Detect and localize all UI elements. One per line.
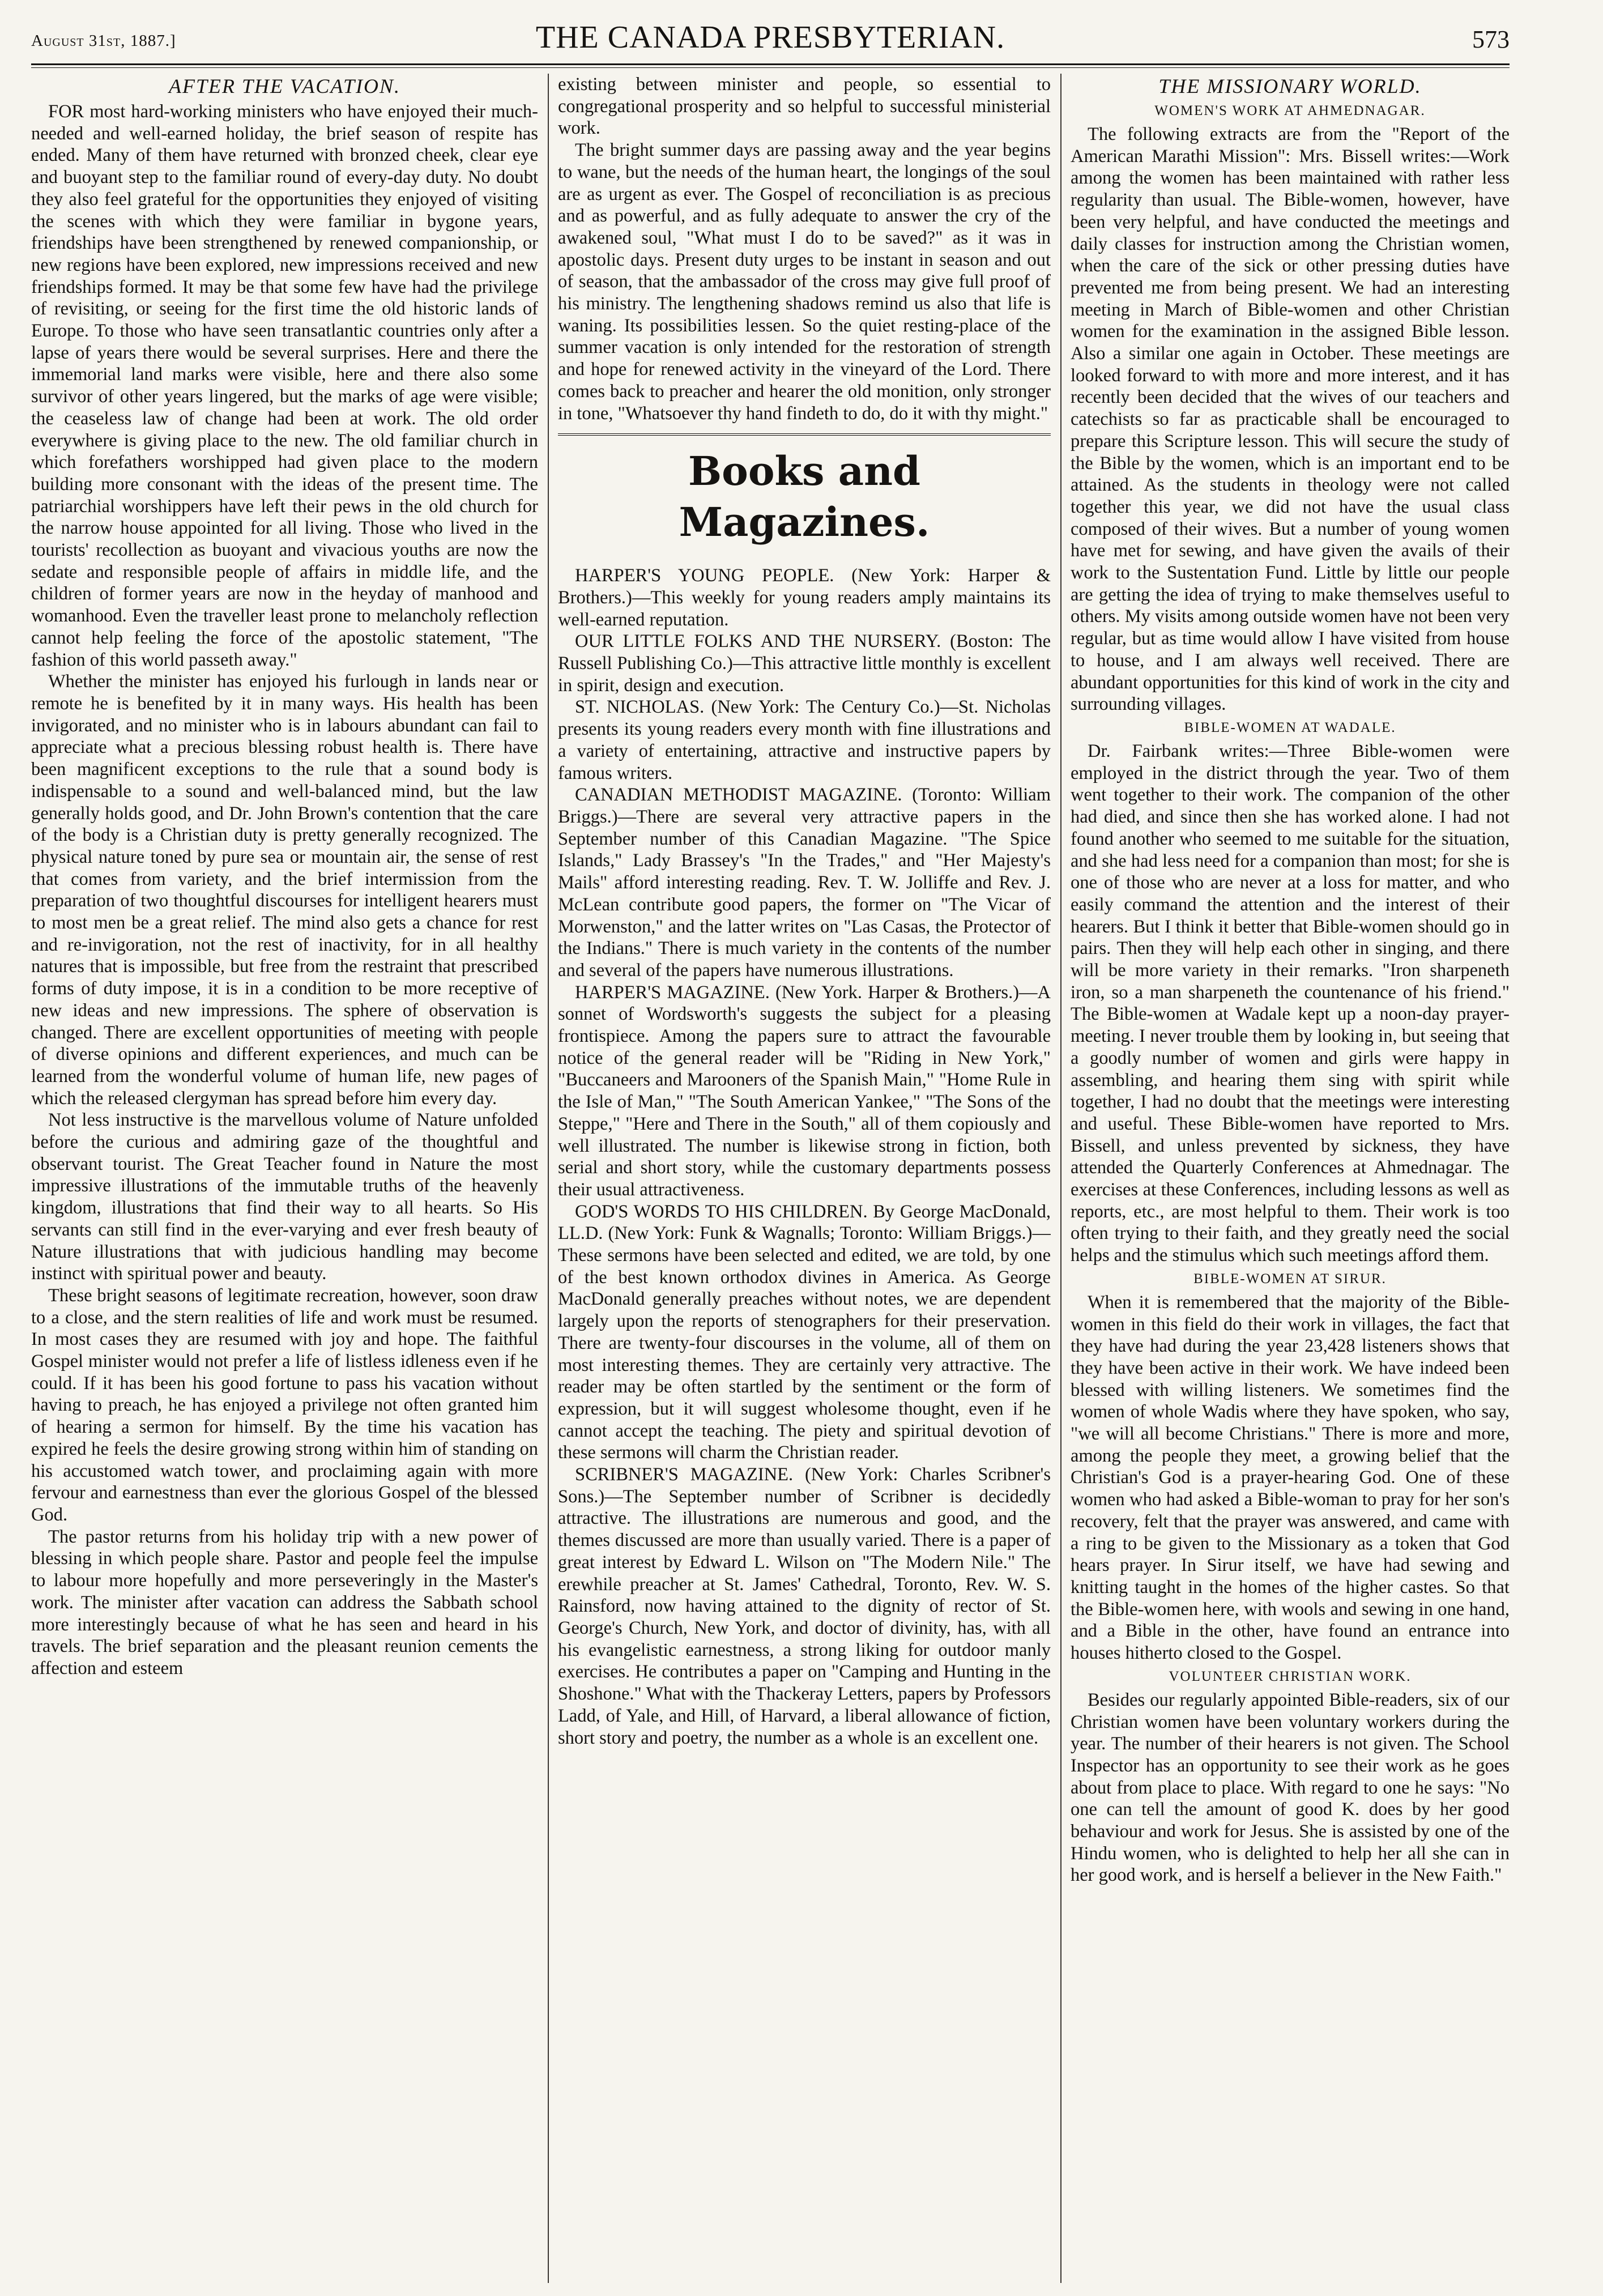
review-entry: SCRIBNER'S MAGAZINE. (New York: Charles Scribner's Sons.)—The September number of Scribner is decidedly attractive. The illustrations are numerous and good, and the themes discussed are more than usually varied. There is a paper of great interest by Edward L. Wilson on "The Modern Nile." The erewhile preacher at St. James' Cathedral, Toronto, Rev. W. S. Rainsford, now having attained to the dignity of rector of St. George's Church, New York, and doctor of divinity, has, with all his evangelistic earnestness, a strong liking for outdoor manly exercises. He contributes a paper on "Camping and Hunting in the Shoshone." What with the Thackeray Letters, papers by Professors Ladd, of Yale, and Hill, of Harvard, a liberal allowance of fiction, short story and poetry, the number as a whole is an excellent one. bbox=[558, 1464, 1051, 1748]
publication-title: THE CANADA PRESBYTERIAN. bbox=[535, 20, 1005, 55]
column-right bbox=[1071, 74, 1510, 2283]
subheading: VOLUNTEER CHRISTIAN WORK. bbox=[1169, 1668, 1412, 1684]
masthead-rule bbox=[31, 63, 1510, 65]
article-paragraph: The following extracts are from the "Report of the American Marathi Mission": Mrs. Bissell writes:—Work among the women has been maintained with rather less regularity than usual. The Bible-women, however, have been very helpful, and have conducted the meetings and daily classes for instruction among the Christian women, when the care of the sick or other pressing duties have prevented me from being present. We had an interesting meeting in March of Bible-women and other Christian women for the examination in the assigned Bible lesson. Also a similar one again in October. These meetings are looked forward to with more and more interest, and it has recently been decided that the wives of our teachers and catechists so far as practicable shall be encouraged to prepare this Scripture lesson. This will secure the study of the Bible by the women, which is an important end to be attained. As the students in theology were not called together this year, we did not have the usual class composed of their wives. But a number of young women have met for sewing, and have given the avails of their work to the Sustentation Fund. Little by little our people are getting the idea of trying to make themselves useful to others. My visits among outside women have not been very regular, but as time would allow I have visited from house to house, and I am always well received. There are abundant opportunities for this kind of work in the city and surrounding villages. bbox=[1071, 124, 1510, 715]
page-number: 573 bbox=[1472, 25, 1510, 53]
review-entry: HARPER'S MAGAZINE. (New York. Harper & Brothers.)—A sonnet of Wordsworth's suggests the subject for a pleasing frontispiece. Among the papers sure to attract the favourable notice of the general reader will be "Riding in New York," "Buccaneers and Marooners of the Spanish Main," "Home Rule in the Isle of Man," "The South American Yankee," "The Sons of the Steppe," "Here and There in the South," all of them copiously and well illustrated. The number is likewise strong in fiction, both serial and short story, while the customary departments possess their usual attractiveness. bbox=[558, 982, 1051, 1200]
subheading: BIBLE-WOMEN AT WADALE. bbox=[1184, 719, 1396, 735]
issue-date: August 31st, 1887.] bbox=[31, 32, 176, 50]
masthead-rule-thin bbox=[31, 67, 1510, 68]
article-paragraph: When it is remembered that the majority of the Bible-women in this field do their work in villages, the fact that they have had during the year 23,428 listeners shows that they have been active in their work. We have indeed been blessed with willing listeners. We sometimes find the women of whole Wadis where they have spoken, who say, "we will all become Christians." There is more and more, among the people they meet, a growing belief that the Christian's God is a prayer-hearing God. One of these women who had asked a Bible-woman to pray for her son's recovery, felt that the prayer was answered, and came with a ring to be given to the Missionary as a token that God hears prayer. In Sirur itself, we have had sewing and knitting taught in the homes of the higher castes. So that the Bible-women here, with wools and sewing in one hand, and a Bible in the other, have found an entrance into houses hitherto closed to the Gospel. bbox=[1071, 1292, 1510, 1664]
section-heading-books: Books and Magazines. bbox=[558, 433, 1051, 548]
subheading: BIBLE-WOMEN AT SIRUR. bbox=[1193, 1271, 1387, 1287]
column-middle bbox=[558, 74, 1051, 2283]
review-entry: ST. NICHOLAS. (New York: The Century Co.)—St. Nicholas presents its young readers every month with fine illustrations and a variety of entertaining, attractive and instructive papers by famous writers. bbox=[558, 697, 1051, 783]
review-entry: HARPER'S YOUNG PEOPLE. (New York: Harper & Brothers.)—This weekly for young readers amply maintains its well-earned reputation. bbox=[558, 565, 1051, 630]
column-divider-2 bbox=[1060, 74, 1061, 2283]
article-heading: AFTER THE VACATION. bbox=[169, 75, 400, 97]
column-divider-1 bbox=[548, 74, 549, 2283]
article-paragraph: Besides our regularly appointed Bible-readers, six of our Christian women have been voluntary workers during the year. The number of their hearers is not given. The School Inspector has an opportunity to see their work as he goes about from place to place. With regard to one he says: "No one can tell the amount of good K. does by her good behaviour and work for Jesus. She is assisted by one of the Hindu women, who is delighted to help her all she can in her good work, and is herself a believer in the New Faith." bbox=[1071, 1689, 1510, 1886]
subheading: WOMEN'S WORK AT AHMEDNAGAR. bbox=[1154, 103, 1426, 118]
section-heading-missionary: THE MISSIONARY WORLD. bbox=[1158, 75, 1422, 97]
column-left bbox=[31, 74, 538, 2283]
article-paragraph: FOR most hard-working ministers who have enjoyed their much-needed and well-earned holiday, the brief season of respite has ended. Many of them have returned with bronzed cheek, clear eye and buoyant step to the familiar round of every-day duty. No doubt they also feel grateful for the opportunities they enjoyed of visiting the scenes with which they were familiar in bygone years, friendships have been strengthened by renewed companionship, or new regions have been explored, new impressions received and new friendships formed. It may be that some few have had the privilege of revisiting, or seeing for the first time the old historic lands of Europe. To those who have seen transatlantic countries only after a lapse of years there would be several surprises. Here and there the immemorial land marks were visible, here and there also some survivor of other years lingered, but the marks of age were visible; the ceaseless law of change had been at work. The old order everywhere is giving place to the new. The old familiar church in which forefathers worshipped had given place to the modern building more consonant with the ideas of the present time. The patriarchial worshippers have left their pews in the old church for the narrow house appointed for all living. Those who lived in the tourists' recollection as buoyant and vivacious youths are now the sedate and responsible people of affairs in middle life, and the children of former years are now in the heyday of manhood and womanhood. Even the traveller least prone to melancholy reflection cannot help feeling the force of the apostolic statement, "The fashion of this world passeth away." bbox=[31, 101, 538, 670]
article-paragraph: Dr. Fairbank writes:—Three Bible-women were employed in the district through the year. Two of them went together to their work. The companion of the other had died, and since then she has worked alone. I had not found another who seemed to me suitable for the situation, and she had less need for a companion than most; for she is one of those who are never at a loss for matter, and who easily command the attention and the interest of their hearers. But I think it better that Bible-women should go in pairs. Then they will help each other in singing, and there will be more variety in their remarks. "Iron sharpeneth iron, so a man sharpeneth the countenance of his friend." The Bible-women at Wadale kept up a noon-day prayer-meeting. I never trouble them by looking in, but seeing that a goodly number of women and girls were happy in assembling, and hearing them sing with spirit while together, I had no doubt that the meetings were interesting and useful. These Bible-women have reported to Mrs. Bissell, and unless prevented by sickness, they have attended the Quarterly Conferences at Ahmednagar. The exercises at these Conferences, including lessons as well as reports, etc., are most helpful to them. Their work is too often trying to their faith, and they greatly need the social helps and the stimulus which such meetings afford them. bbox=[1071, 740, 1510, 1266]
article-paragraph: Not less instructive is the marvellous volume of Nature unfolded before the curious and admiring gaze of the thoughtful and observant tourist. The Great Teacher found in Nature the most impressive illustrations of the immutable truths of the heavenly kingdom, illustrations that find their way to all hearts. So His servants can still find in the ever-varying and ever fresh beauty of Nature illustrations that with judicious handling may become instinct with spiritual power and beauty. bbox=[31, 1110, 538, 1284]
article-paragraph: The pastor returns from his holiday trip with a new power of blessing in which people share. Pastor and people feel the impulse to labour more hopefully and more perseveringly in the Master's work. The minister after vacation can address the Sabbath school more interestingly because of what he has seen and heard in his travels. The brief separation and the pleasant reunion cements the affection and esteem bbox=[31, 1526, 538, 1679]
article-paragraph-continued: existing between minister and people, so essential to congregational prosperity and so helpful to successful ministerial work. bbox=[558, 74, 1051, 139]
masthead bbox=[31, 17, 1510, 62]
article-paragraph: The bright summer days are passing away and the year begins to wane, but the needs of the human heart, the longings of the soul are as urgent as ever. The Gospel of reconciliation is as precious and as powerful, and as fully adequate to answer the cry of the awakened soul, "What must I do to be saved?" as it was in apostolic days. Present duty urges to be instant in season and out of season, that the ambassador of the cross may give full proof of his ministry. The lengthening shadows remind us also that life is waning. Its possibilities lessen. So the quiet resting-place of the summer vacation is only intended for the restoration of strength and hope for renewed activity in the vineyard of the Lord. There comes back to preacher and hearer the old monition, only stronger in tone, "Whatsoever thy hand findeth to do, do it with thy might." bbox=[558, 140, 1051, 424]
review-entry: OUR LITTLE FOLKS AND THE NURSERY. (Boston: The Russell Publishing Co.)—This attractive little monthly is excellent in spirit, design and execution. bbox=[558, 631, 1051, 696]
article-paragraph: Whether the minister has enjoyed his furlough in lands near or remote he is benefited by it in many ways. His health has been invigorated, and no minister who is in labours abundant can fail to appreciate what a precious blessing robust health is. There have been magnificent exceptions to the rule that a sound body is indispensable to a sound and well-balanced mind, but the law generally holds good, and Dr. John Brown's contention that the care of the body is a Christian duty is pretty generally recognized. The physical nature toned by pure sea or mountain air, the sense of rest that comes from variety, and the brief intermission from the preparation of two thoughtful discourses for intelligent hearers must to most men be a great relief. The mind also gets a chance for rest and re-invigoration, not the rest of inactivity, for in all healthy natures that is impossible, but free from the restraint that prescribed forms of duty impose, it is in a condition to be more receptive of new ideas and new impressions. The sphere of observation is changed. There are excellent opportunities of meeting with people of diverse opinions and different experiences, and much can be learned from the wonderful volume of human life, new pages of which the released clergyman has spread before him every day. bbox=[31, 671, 538, 1109]
review-entry: GOD'S WORDS TO HIS CHILDREN. By George MacDonald, LL.D. (New York: Funk & Wagnalls; Toronto: William Briggs.)—These sermons have been selected and edited, we are told, by one of the best known orthodox divines in America. As George MacDonald generally preaches without notes, we are dependent largely upon the reports of stenographers for their preservation. There are twenty-four discourses in the volume, all of them on most interesting themes. They are certainly very attractive. The reader may be often startled by the sentiment or the form of expression, but it will suggest wholesome thought, even if he cannot accept the teaching. The piety and spiritual devotion of these sermons will charm the Christian reader. bbox=[558, 1201, 1051, 1463]
article-paragraph: These bright seasons of legitimate recreation, however, soon draw to a close, and the stern realities of life and work must be resumed. In most cases they are resumed with joy and hope. The faithful Gospel minister would not prefer a life of listless idleness even if he could. If it has been his good fortune to pass his vacation without having to preach, he has enjoyed a privilege not often granted him of hearing a sermon for himself. By the time his vacation has expired he feels the desire growing strong within him of standing on his accustomed watch tower, and proclaiming again with more fervour and earnestness than ever the glorious Gospel of the blessed God. bbox=[31, 1285, 538, 1525]
review-entry: CANADIAN METHODIST MAGAZINE. (Toronto: William Briggs.)—There are several very attractive papers in the September number of this Canadian Magazine. "The Spice Islands," Lady Brassey's "In the Trades," and "Her Majesty's Mails" afford interesting reading. Rev. T. W. Jolliffe and Rev. J. McLean contribute good papers, the former on "The Vicar of Morwenston," and the latter writes on "Las Casas, the Protector of the Indians." There is much variety in the contents of the number and several of the papers have numerous illustrations. bbox=[558, 785, 1051, 981]
